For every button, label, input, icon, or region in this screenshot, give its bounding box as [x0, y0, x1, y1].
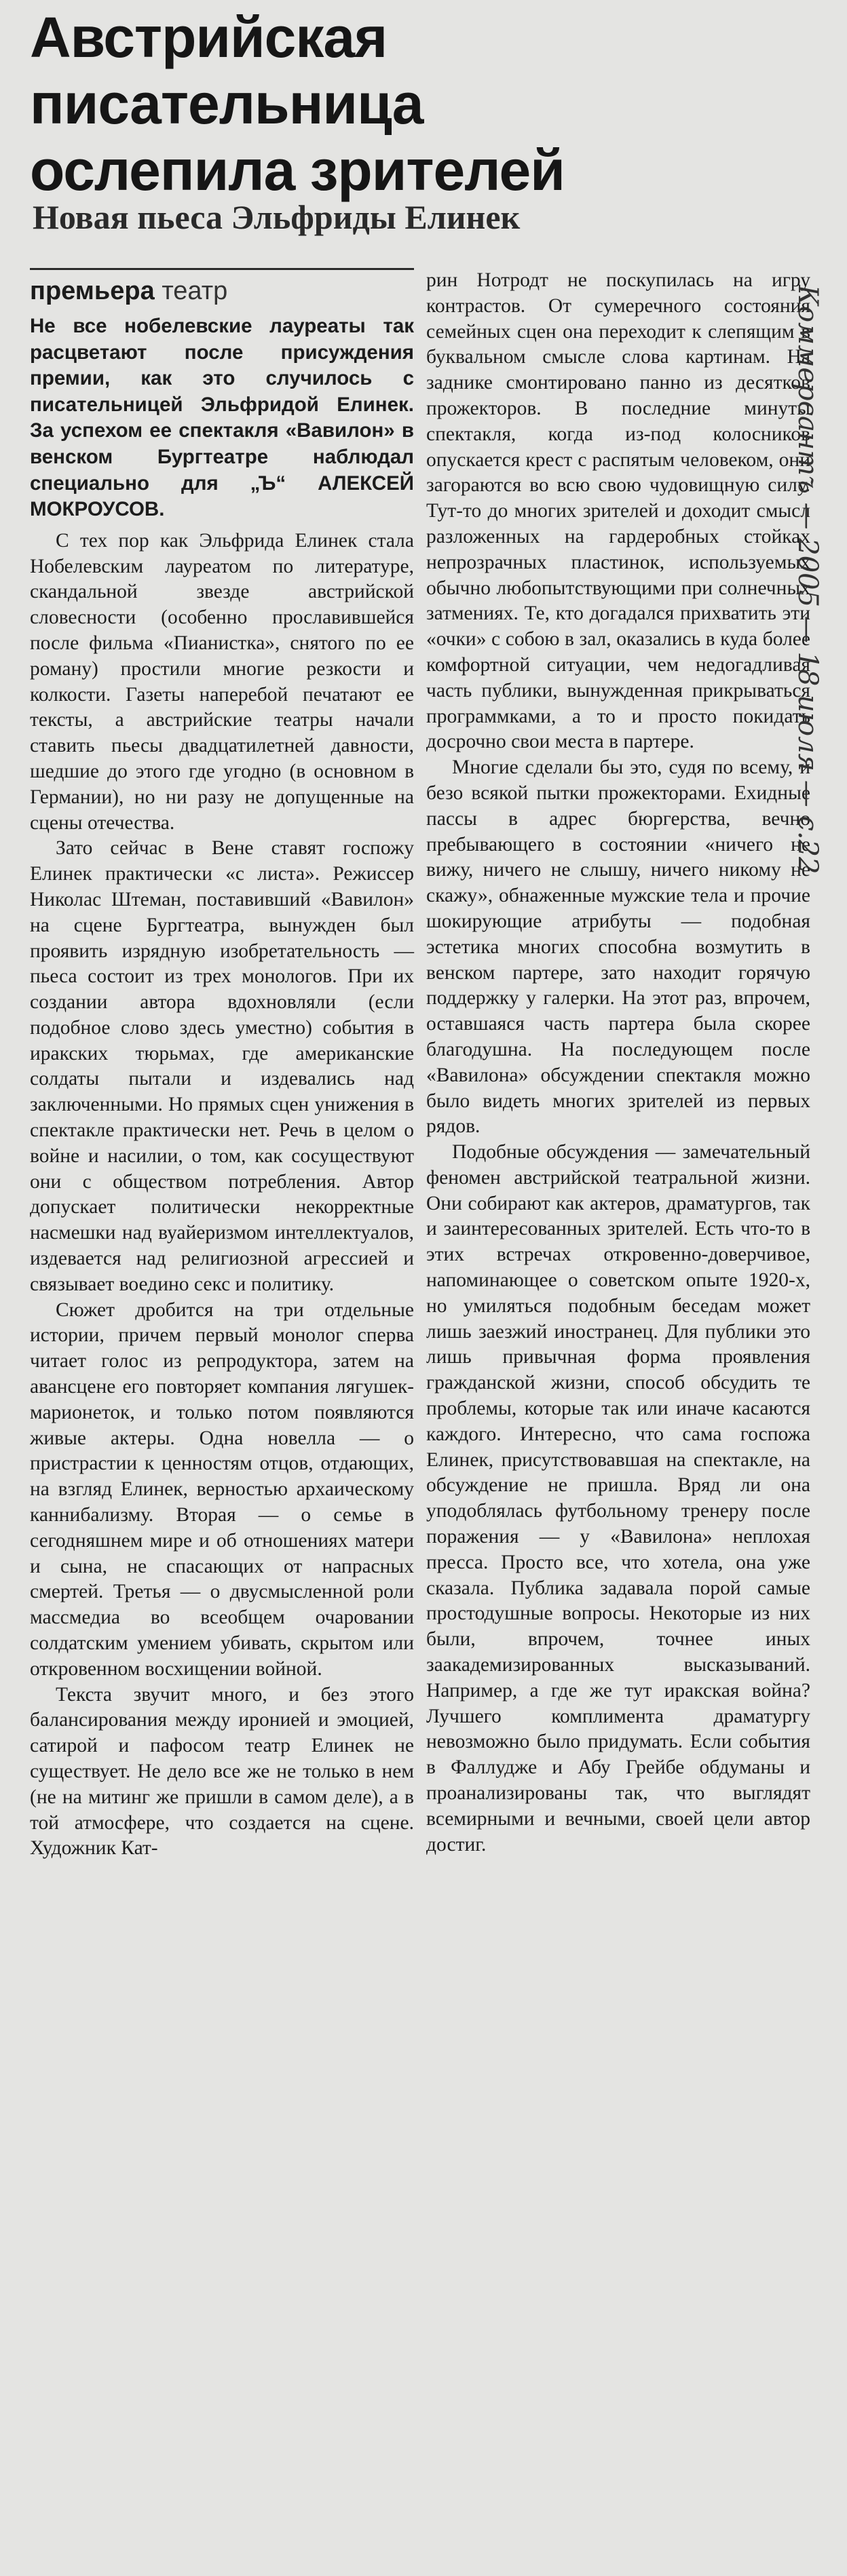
- rubric: [30, 275, 414, 307]
- body-paragraph: рин Нотродт не поскупилась на игру контрастов. От сумеречного состояния семейных сцен она переходит к слепящим в буквальном смысле слова картинам. На заднике смонтировано панно из десятков прожекторов. В последние минуты спектакля, когда из-под колосников опускается крест с распятым человеком, они загораются во всю свою чудовищную силу. Тут-то до многих зрителей и доходит смысл разложенных на гардеробных стойках непрозрачных пластинок, используемых обычно любопытствующими при солнечных затмениях. Те, кто догадался прихватить эти «очки» с собою в зал, оказались в куда более комфортной ситуации, чем недогадливая часть публики, вынужденная прикрываться программками, а то и просто покидать досрочно свои места в партере.: [426, 269, 810, 753]
- body-paragraph: С тех пор как Эльфрида Елинек стала Нобелевским лауреатом по литературе, скандальной звезде австрийской словесности (особенно прославившейся после фильма «Пианистка», снятого по ее роману) простили многие резкости и колкости. Газеты наперебой печатают ее тексты, а австрийские театры начали ставить пьесы двадцатилетней давности, шедшие до этого где угодно (в основном в Германии), но ни разу не допущенные на сцены отечества.: [30, 529, 414, 834]
- headline-line: ослепила зрителей: [30, 138, 565, 202]
- headline-line: Австрийская: [30, 5, 388, 69]
- rubric-label: премьера: [30, 277, 155, 305]
- handwritten-margin-note: Коммерсантъ — 2005 — 18 июля — с.22: [792, 285, 823, 874]
- body-paragraph: Сюжет дробится на три отдельные истории, причем первый монолог сперва читает голос из репродуктора, затем на авансцене его повторяет компания лягушек-марионеток, и только потом появляются живые актеры. Одна новелла — о пристрастии к ценностям отцов, отдающих, на взгляд Елинек, верностью архаическому каннибализму. Вторая — о семье в сегодняшнем мире и об отношениях матери и сына, не спасающих от напрасных смертей. Третья — о двусмысленной роли массмедиа во всеобщем очаровании солдатским умением убивать, скрытом или откровенном восхищении войной.: [30, 1299, 414, 1680]
- headline: [30, 4, 776, 204]
- body-paragraph: Зато сейчас в Вене ставят госпожу Елинек практически «с листа». Режиссер Николас Штеман, поставивший «Вавилон» на сцене Бургтеатра, вынужден был проявить изрядную изобретательность — пьеса состоит из трех монологов. При их создании автора вдохновляли (если подобное слово здесь уместно) события в иракских тюрьмах, где американские солдаты пытали и издевались над заключенными. Но прямых сцен унижения в спектакле практически нет. Речь в целом о войне и насилии, о том, как сосуществуют они с обществом потребления. Автор допускает политически некорректные насмешки над вуайеризмом интеллектуалов, издевается над религиозной агрессией и связывает воедино секс и политику.: [30, 837, 414, 1295]
- right-body: [426, 268, 810, 1858]
- body-paragraph: Многие сделали бы это, судя по всему, и безо всякой пытки прожекторами. Ехидные пассы в адрес бюргерства, вечно пребывающего в состоянии «ничего не вижу, ничего не слышу, ничего никому не скажу», обнаженные мужские тела и прочие шокирующие атрибуты — подобная эстетика многих способна возмутить в венском партере, зато находит горячую поддержку у галерки. На этот раз, впрочем, оставшаяся часть партера была скорее благодушна. На последующем после «Вавилона» обсуждении спектакля можно было видеть многих зрителей из первых рядов.: [426, 756, 810, 1138]
- headline-line: писательница: [30, 72, 424, 136]
- subheadline: Новая пьеса Эльфриды Елинек: [33, 198, 521, 236]
- lead-paragraph: Не все нобелевские лауреаты так расцветают после присуждения премии, как это случилось с писательницей Эльфридой Елинек. За успехом ее спектакля «Вавилон» в венском Бургтеатре наблюдал специально для „Ъ“ АЛЕКСЕЙ МОКРОУСОВ.: [30, 315, 414, 521]
- left-body: [30, 528, 414, 1862]
- rubric-rule: [30, 268, 414, 270]
- body-paragraph: Подобные обсуждения — замечательный феномен австрийской театральной жизни. Они собирают как актеров, драматургов, так и заинтересованных зрителей. Есть что-то в этих встречах откровенно-доверчивое, напоминающее о советском опыте 1920-х, но умиляться подобным беседам может лишь заезжий иностранец. Для публики это лишь привычная форма проявления гражданской жизни, способ обсудить те проблемы, которые так или иначе касаются каждого. Интересно, что сама госпожа Елинек, присутствовавшая на спектакле, на обсуждение не пришла. Вряд ли она уподоблялась футбольному тренеру после поражения — у «Вавилона» неплохая пресса. Просто все, что хотела, она уже сказала. Публика задавала порой самые простодушные вопросы. Некоторые из них были, впрочем, точнее иных заакадемизированных высказываний. Например, а где же тут иракская война? Лучшего комплимента драматургу невозможно было придумать. Если события в Фаллудже и Абу Грейбе обдуманы и проанализированы так, что выглядят всемирными и вечными, своей цели автор достиг.: [426, 1141, 810, 1856]
- left-column: [30, 268, 414, 1862]
- rubric-category: театр: [162, 277, 228, 305]
- right-column: [426, 268, 810, 1858]
- body-paragraph: Текста звучит много, и без этого балансирования между иронией и эмоцией, сатирой и пафосом театр Елинек не существует. Не дело все же не только в нем (не на митинг же пришли в самом деле), а в той атмосфере, что создается на сцене. Художник Кат-: [30, 1683, 414, 1860]
